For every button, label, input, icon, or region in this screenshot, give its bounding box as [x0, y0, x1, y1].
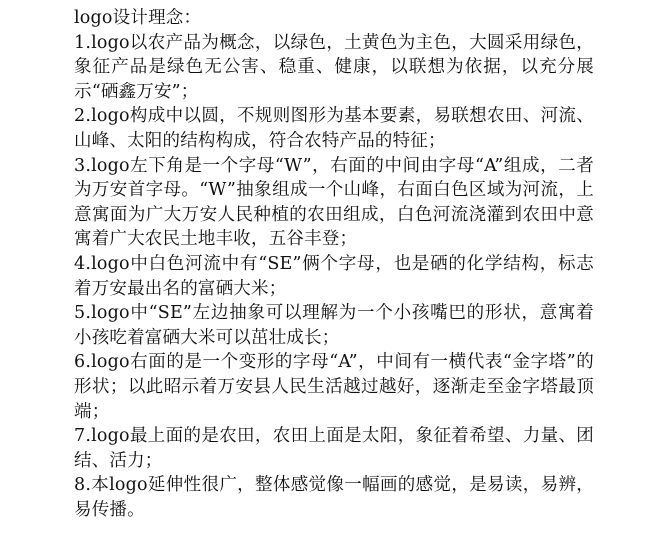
document-body — [74, 6, 594, 522]
paragraph-8: 8.本logo延伸性很广，整体感觉像一幅画的感觉，是易读，易辨，易传播。 — [74, 475, 594, 520]
paragraph-4: 4.logo中白色河流中有“SE”俩个字母，也是硒的化学结构，标志着万安最出名的富硒大米； — [74, 253, 594, 299]
paragraph-7: 7.logo最上面的是农田，农田上面是太阳，象征着希望、力量、团结、活力； — [74, 426, 594, 471]
paragraph-3: 3.logo左下角是一个字母“W”，右面的中间由字母“A”组成，二者为万安首字母。“W”抽象组成一个山峰，右面白色区域为河流，上意寓面为广大万安人民种植的农田组成，白色河流浇灌到农田中意寓着广大农民土地丰收，五谷丰登； — [74, 155, 594, 250]
paragraph-5: 5.logo中“SE”左边抽象可以理解为一个小孩嘴巴的形状，意寓着小孩吃着富硒大米可以茁壮成长； — [74, 303, 594, 348]
paragraph-2: 2.logo构成中以圆，不规则图形为基本要素，易联想农田、河流、山峰、太阳的结构构成，符合农特产品的特征； — [74, 106, 594, 151]
paragraph-6: 6.logo右面的是一个变形的字母“A”，中间有一横代表“金字塔”的形状；以此昭示着万安县人民生活越过越好，逐渐走至金字塔最顶端； — [74, 352, 594, 422]
paragraph-1: 1.logo以农产品为概念，以绿色，土黄色为主色，大圆采用绿色，象征产品是绿色无公害、稳重、健康，以联想为依据，以充分展示“硒鑫万安”； — [74, 32, 594, 102]
document-title: logo设计理念： — [74, 8, 202, 28]
